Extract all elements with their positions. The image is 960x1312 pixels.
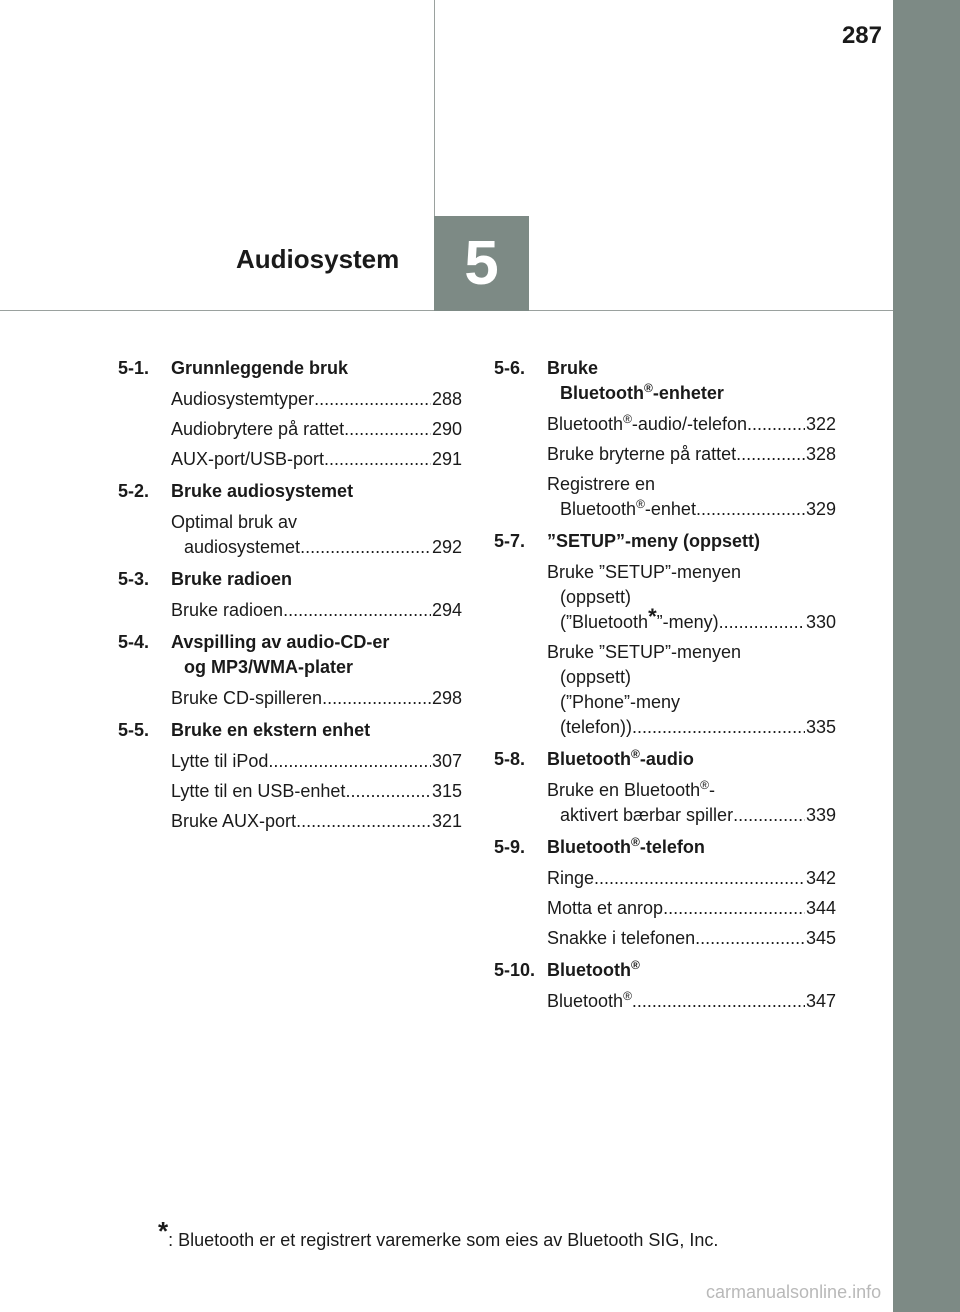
toc-section-title[interactable]: [118, 479, 462, 504]
section-number: 5-5.: [118, 720, 150, 740]
toc-section: [118, 567, 462, 623]
section-title-text: Bruke radioen: [171, 569, 293, 589]
entry-text: Bruke CD-spilleren: [171, 688, 323, 708]
toc-section-title[interactable]: [494, 958, 836, 983]
entry-page: 330: [805, 612, 836, 632]
entry-text: Registrere en: [547, 474, 656, 494]
section-number: 5-6.: [494, 358, 526, 378]
dot-leader: [283, 598, 431, 623]
dot-leader: [747, 412, 805, 437]
entry-text: Bruke AUX-port: [171, 811, 297, 831]
entry-page: 294: [431, 600, 462, 620]
dot-leader: [632, 715, 805, 740]
footnote: [158, 1216, 719, 1251]
toc-entry[interactable]: [118, 447, 462, 472]
entry-text: Lytte til en USB-enhet: [171, 781, 346, 801]
header-vertical-rule: [434, 0, 435, 216]
entry-text-part: Bruke en Bluetooth: [547, 780, 701, 800]
section-title-cont: og MP3/WMA-plater: [184, 657, 353, 677]
dot-leader: [663, 896, 805, 921]
section-number: 5-1.: [118, 358, 150, 378]
section-title-text: Bruke audiosystemet: [171, 481, 354, 501]
dot-leader: [345, 779, 431, 804]
section-title-text: Bruke: [547, 358, 599, 378]
toc-entry[interactable]: [494, 412, 836, 437]
toc-entry[interactable]: [118, 749, 462, 774]
entry-page: 288: [431, 389, 462, 409]
dot-leader: [314, 387, 431, 412]
toc-section-title[interactable]: [118, 356, 462, 381]
chapter-number: 5: [464, 229, 499, 298]
toc-section-title[interactable]: [494, 747, 836, 772]
dot-leader: [736, 442, 805, 467]
dot-leader: [695, 926, 805, 951]
entry-text-cont: [560, 497, 696, 522]
entry-text: AUX-port/USB-port: [171, 449, 325, 469]
toc-section: [494, 529, 836, 740]
entry-page: 292: [431, 537, 462, 557]
entry-text-cont: (oppsett): [560, 587, 632, 607]
registered-mark: ®: [636, 497, 645, 511]
toc-section-title[interactable]: [494, 356, 836, 406]
toc-section: [494, 835, 836, 951]
toc-entry[interactable]: [494, 866, 836, 891]
registered-mark: ®: [630, 747, 640, 761]
entry-text: Bruke radioen: [171, 600, 284, 620]
toc-entry[interactable]: [494, 472, 836, 522]
section-title-text: Bruke en ekstern enhet: [171, 720, 371, 740]
toc-section-title[interactable]: [118, 718, 462, 743]
section-number: 5-4.: [118, 632, 150, 652]
dot-leader: [296, 809, 431, 834]
entry-text-cont: (oppsett): [560, 667, 632, 687]
dot-leader: [268, 749, 431, 774]
section-number: 5-2.: [118, 481, 150, 501]
entry-page: 344: [805, 898, 836, 918]
dot-leader: [594, 866, 805, 891]
entry-text-part: -enhet: [644, 499, 696, 519]
toc-entry[interactable]: [494, 442, 836, 467]
entry-page: 322: [805, 414, 836, 434]
entry-page: 290: [431, 419, 462, 439]
section-title-text: ”SETUP”-meny (oppsett): [547, 531, 761, 551]
toc-section: [494, 747, 836, 828]
dot-leader: [696, 497, 805, 522]
watermark: carmanualsonline.info: [706, 1282, 882, 1302]
entry-text-cont: aktivert bærbar spiller: [560, 805, 734, 825]
toc-entry[interactable]: [494, 926, 836, 951]
section-title-cont: [547, 381, 836, 406]
entry-text-part: (”Bluetooth: [560, 612, 649, 632]
section-title-text: Bluetooth: [547, 749, 631, 769]
section-number: 5-9.: [494, 837, 526, 857]
registered-mark: ®: [630, 958, 640, 972]
entry-text: [547, 989, 632, 1014]
toc-entry[interactable]: [118, 417, 462, 442]
toc-section: [118, 718, 462, 834]
entry-text: Bruke ”SETUP”-menyen: [547, 562, 742, 582]
registered-mark: ®: [700, 778, 709, 792]
toc-entry[interactable]: [494, 640, 836, 740]
entry-text: Bruke ”SETUP”-menyen: [547, 642, 742, 662]
registered-mark: ®: [623, 989, 632, 1003]
entry-text: Lytte til iPod: [171, 751, 269, 771]
entry-text: [547, 412, 747, 437]
side-chapter-tab: [893, 0, 960, 1312]
entry-page: 307: [431, 751, 462, 771]
toc-right-column: [494, 356, 836, 1021]
section-title-text: -audio: [639, 749, 694, 769]
toc-section-title[interactable]: [118, 567, 462, 592]
entry-page: 328: [805, 444, 836, 464]
entry-text: Snakke i telefonen: [547, 928, 696, 948]
toc-entry[interactable]: [494, 778, 836, 828]
toc-entry[interactable]: [118, 510, 462, 560]
entry-text-cont: (”Phone”-meny: [560, 692, 681, 712]
entry-text: [547, 778, 836, 803]
section-title-text: Bluetooth: [547, 837, 631, 857]
toc-section-title[interactable]: [494, 835, 836, 860]
entry-page: 345: [805, 928, 836, 948]
toc-entry[interactable]: [118, 779, 462, 804]
footnote-text: : Bluetooth er et registrert varemerke som eies av Bluetooth SIG, Inc.: [168, 1230, 719, 1250]
title-part: -enheter: [652, 383, 724, 403]
entry-page: 342: [805, 868, 836, 888]
entry-text: Optimal bruk av: [171, 512, 298, 532]
toc-section: [118, 479, 462, 560]
entry-text-part: -: [708, 780, 715, 800]
entry-page: 329: [805, 499, 836, 519]
entry-page: 321: [431, 811, 462, 831]
toc-entry[interactable]: [118, 598, 462, 623]
entry-page: 339: [805, 805, 836, 825]
dot-leader: [344, 417, 431, 442]
toc-entry[interactable]: [494, 989, 836, 1014]
dot-leader: [322, 686, 431, 711]
entry-text: Bruke bryterne på rattet: [547, 444, 737, 464]
entry-text-cont: (telefon)): [560, 717, 633, 737]
registered-mark: ®: [630, 835, 640, 849]
entry-text-cont: audiosystemet: [184, 537, 301, 557]
entry-text-cont: [560, 604, 719, 635]
toc-section: [494, 958, 836, 1014]
toc-entry[interactable]: [494, 560, 836, 635]
toc-section-title[interactable]: [494, 529, 836, 554]
section-title-text: Avspilling av audio-CD-er: [171, 632, 390, 652]
dot-leader: [632, 989, 805, 1014]
entry-page: 298: [431, 688, 462, 708]
toc-section: [118, 356, 462, 472]
chapter-number-block: [434, 216, 529, 311]
entry-page: 315: [431, 781, 462, 801]
dot-leader: [733, 803, 805, 828]
entry-page: 291: [431, 449, 462, 469]
entry-text-part: -audio/-telefon: [631, 414, 747, 434]
section-number: 5-3.: [118, 569, 150, 589]
section-title-text: -telefon: [639, 837, 705, 857]
toc-entry[interactable]: [118, 809, 462, 834]
dot-leader: [719, 610, 805, 635]
section-number: 5-7.: [494, 531, 526, 551]
entry-page: 347: [805, 991, 836, 1011]
registered-mark: ®: [623, 412, 632, 426]
entry-text-part: ”-meny): [656, 612, 719, 632]
toc-entry[interactable]: [118, 387, 462, 412]
dot-leader: [324, 447, 431, 472]
section-number: 5-10.: [494, 960, 536, 980]
entry-text-part: Bluetooth: [547, 991, 624, 1011]
entry-text: Audiobrytere på rattet: [171, 419, 345, 439]
toc-section: [494, 356, 836, 522]
entry-text: Audiosystemtyper: [171, 389, 315, 409]
toc-section-title[interactable]: [118, 630, 462, 680]
footnote-asterisk: *: [158, 1216, 169, 1246]
toc-section: [118, 630, 462, 711]
dot-leader: [300, 535, 431, 560]
section-title-text: Bluetooth: [547, 960, 631, 980]
title-part: Bluetooth: [560, 383, 644, 403]
entry-text: Ringe: [547, 868, 595, 888]
toc-entry[interactable]: [494, 896, 836, 921]
toc-entry[interactable]: [118, 686, 462, 711]
entry-page: 335: [805, 717, 836, 737]
entry-text-part: Bluetooth: [560, 499, 637, 519]
asterisk-mark: *: [648, 604, 657, 629]
entry-text: Motta et anrop: [547, 898, 664, 918]
section-title-text: Grunnleggende bruk: [171, 358, 349, 378]
toc-left-column: [118, 356, 462, 841]
chapter-title: Audiosystem: [236, 244, 400, 274]
registered-mark: ®: [643, 381, 653, 395]
page-number: 287: [841, 22, 882, 49]
entry-text-part: Bluetooth: [547, 414, 624, 434]
section-number: 5-8.: [494, 749, 526, 769]
